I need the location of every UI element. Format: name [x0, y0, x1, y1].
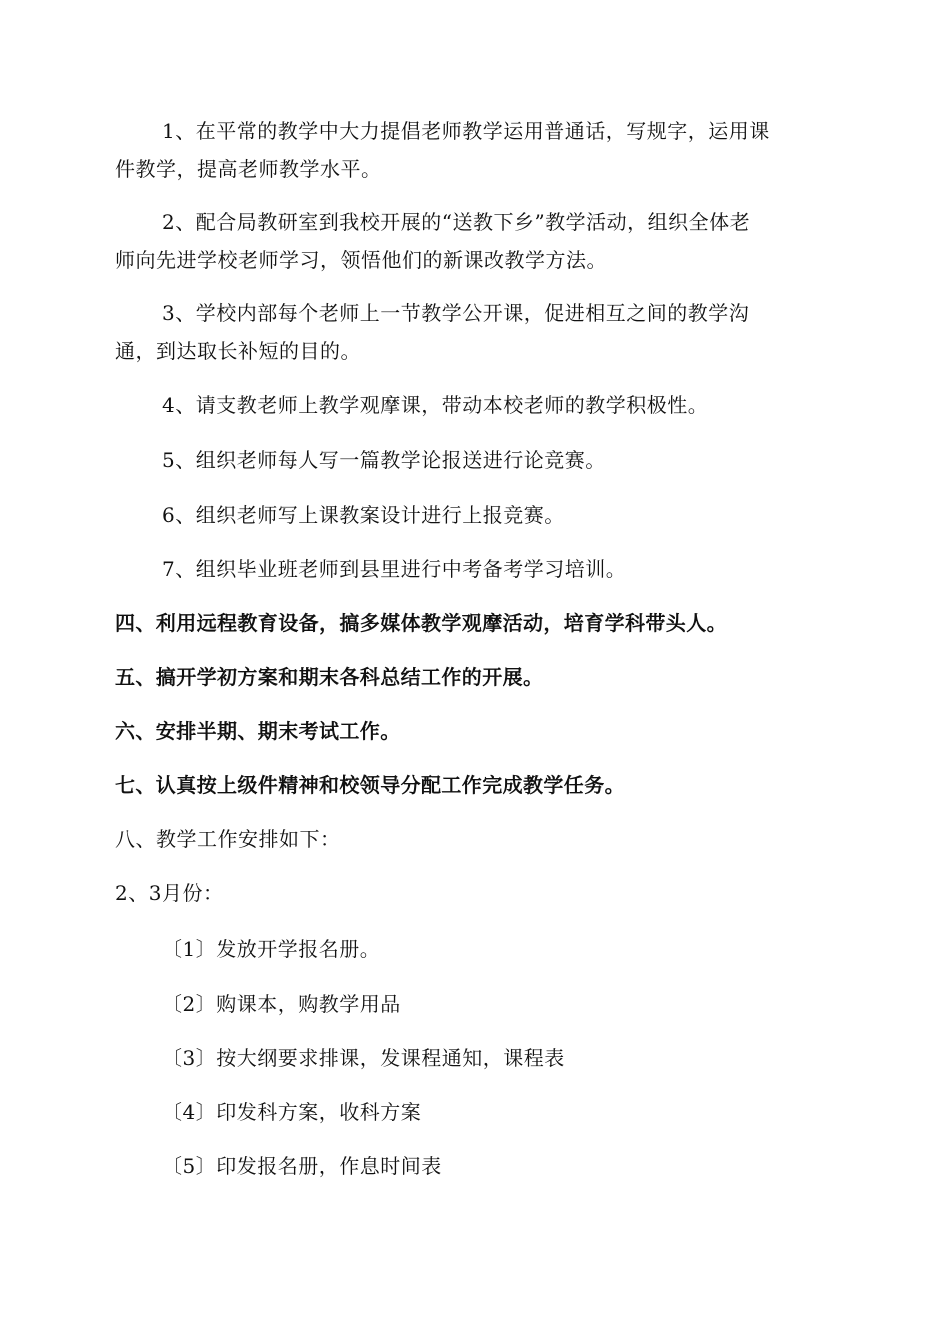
item-2-line-2: 师向先进学校老师学习，领悟他们的新课改教学方法。 — [115, 248, 607, 272]
heading-8: 八、教学工作安排如下： — [115, 827, 341, 851]
item-3-line-1: 3、学校内部每个老师上一节教学公开课，促进相互之间的教学沟 — [162, 301, 750, 325]
month-label: 2、3月份： — [115, 881, 224, 905]
item-6: 6、组织老师写上课教案设计进行上报竞赛。 — [162, 503, 565, 527]
item-1-line-2: 件教学，提高老师教学水平。 — [115, 157, 382, 181]
task-4: 〔4〕印发科方案，收科方案 — [162, 1100, 422, 1124]
heading-4: 四、利用远程教育设备，搞多媒体教学观摩活动，培育学科带头人。 — [115, 611, 727, 635]
task-3: 〔3〕按大纲要求排课，发课程通知，课程表 — [162, 1046, 565, 1070]
item-7: 7、组织毕业班老师到县里进行中考备考学习培训。 — [162, 557, 627, 581]
task-5: 〔5〕印发报名册，作息时间表 — [162, 1154, 442, 1178]
heading-6: 六、安排半期、期末考试工作。 — [115, 719, 401, 743]
heading-5: 五、搞开学初方案和期末各科总结工作的开展。 — [115, 665, 544, 689]
task-1: 〔1〕发放开学报名册。 — [162, 937, 381, 961]
item-1-line-1: 1、在平常的教学中大力提倡老师教学运用普通话，写规字，运用课 — [162, 119, 770, 143]
item-4: 4、请支教老师上教学观摩课，带动本校老师的教学积极性。 — [162, 393, 709, 417]
item-2-line-1: 2、配合局教研室到我校开展的“送教下乡”教学活动，组织全体老 — [162, 210, 751, 234]
item-3-line-2: 通，到达取长补短的目的。 — [115, 339, 361, 363]
item-5: 5、组织老师每人写一篇教学论报送进行论竞赛。 — [162, 448, 606, 472]
heading-7: 七、认真按上级件精神和校领导分配工作完成教学任务。 — [115, 773, 625, 797]
task-2: 〔2〕购课本，购教学用品 — [162, 992, 401, 1016]
